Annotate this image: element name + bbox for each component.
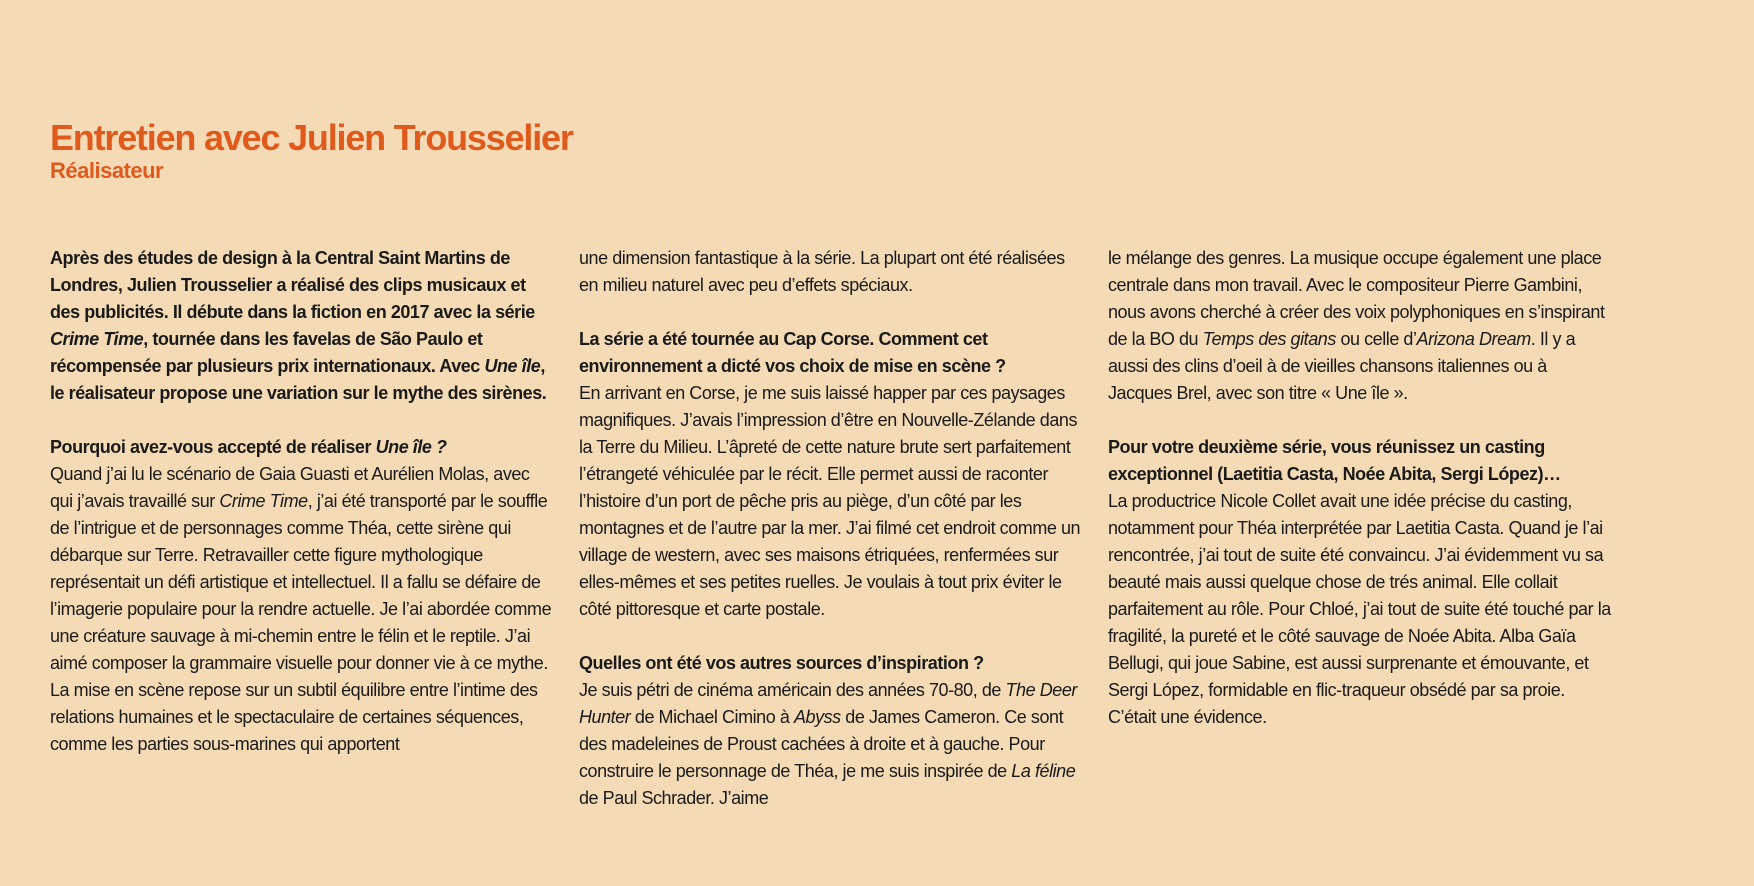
answer-text: de Paul Schrader. J’aime <box>579 788 769 808</box>
film-title: Temps des gitans <box>1202 329 1336 349</box>
question-2: La série a été tournée au Cap Corse. Comment cet environnement a dicté vos choix de mise en scène ? <box>579 329 1006 376</box>
question-4: Pour votre deuxième série, vous réunissez un casting exceptionnel (Laetitia Casta, Noée Abita, Sergi López)… <box>1108 437 1561 484</box>
question-1 <box>50 434 555 461</box>
intro-paragraph <box>50 245 555 407</box>
question-text: Pourquoi avez-vous accepté de réaliser <box>50 437 376 457</box>
question-3: Quelles ont été vos autres sources d’inspiration ? <box>579 653 984 673</box>
answer-text: de Michael Cimino à <box>630 707 794 727</box>
intro-text: Après des études de design à la Central Saint Martins de Londres, Julien Trousselier a réalisé des clips musicaux et des publicités. Il débute dans la fiction en 2017 avec la série <box>50 248 535 322</box>
article-subtitle: Réalisateur <box>50 158 164 183</box>
film-title: Arizona Dream <box>1416 329 1531 349</box>
answer-text: . Il y a aussi des clins d’oeil à de vieilles chansons italiennes ou à Jacques Brel, avec son titre « Une île ». <box>1108 329 1576 403</box>
answer-1 <box>50 461 555 758</box>
intro-title-une-ile: Une île <box>484 356 541 376</box>
answer-text: Je suis pétri de cinéma américain des années 70-80, de <box>579 680 1006 700</box>
answer-text: Quand j’ai lu le scénario de Gaia Guasti et Aurélien Molas, avec qui j’avais travaillé sur <box>50 464 530 511</box>
answer-text: ou celle d’ <box>1335 329 1417 349</box>
intro-text: , tournée dans les favelas de São Paulo et récompensée par plusieurs prix internationaux. Avec <box>50 329 485 376</box>
answer-1-continued: une dimension fantastique à la série. La plupart ont été réalisées en milieu naturel avec peu d’effets spéciaux. <box>579 248 1065 295</box>
film-title: The Deer Hunter <box>579 680 1077 727</box>
question-title: Une île ? <box>375 437 447 457</box>
column-2 <box>579 245 1084 812</box>
answer-2: En arrivant en Corse, je me suis laissé happer par ces paysages magnifiques. J’avais l’impression d’être en Nouvelle-Zélande dans la Terre du Milieu. L’âpreté de cette nature brute sert parfaitement l’étrangeté véhiculée par le récit. Elle permet aussi de raconter l’histoire d’un port de pêche pris au piège, d’un côté par les montagnes et de l’autre par la mer. J’ai filmé cet endroit comme un village de western, avec ses maisons étriquées, renfermées sur elles-mêmes et ses petites ruelles. Je voulais à tout prix éviter le côté pittoresque et carte postale. <box>579 383 1081 619</box>
article-header <box>50 118 750 184</box>
intro-title-crime-time: Crime Time <box>50 329 144 349</box>
answer-4: La productrice Nicole Collet avait une idée précise du casting, notamment pour Théa interprétée par Laetitia Casta. Quand je l’ai rencontrée, j’ai tout de suite été convaincu. J’ai évidemment vu sa beauté mais aussi quelque chose de trés animal. Elle collait parfaitement au rôle. Pour Chloé, j’ai tout de suite été touché par la fragilité, la pureté et le côté sauvage de Noée Abita. Alba Gaïa Bellugi, qui joue Sabine, est aussi surprenante et émouvante, et Sergi López, formidable en flic-traqueur obsédé par sa proie. C’était une évidence. <box>1108 491 1611 727</box>
answer-3 <box>579 677 1084 812</box>
film-title: La féline <box>1011 761 1076 781</box>
answer-3-continued <box>1108 245 1613 407</box>
film-title: Abyss <box>793 707 841 727</box>
article-title: Entretien avec Julien Trousselier <box>50 117 573 158</box>
answer-title-crime-time: Crime Time <box>219 491 308 511</box>
column-1 <box>50 245 555 758</box>
column-3 <box>1108 245 1613 731</box>
answer-text: de James Cameron. Ce sont des madeleines de Proust cachées à droite et à gauche. Pour construire le personnage de Théa, je me suis inspirée de <box>579 707 1064 781</box>
intro-text: , le réalisateur propose une variation sur le mythe des sirènes. <box>50 356 547 403</box>
answer-text: , j’ai été transporté par le souffle de l’intrigue et de personnages comme Théa, cette sirène qui débarque sur Terre. Retravailler cette figure mythologique représentait un défi artistique et intellectuel. Il a fallu se défaire de l’imagerie populaire pour la rendre actuelle. Je l’ai abordée comme une créature sauvage à mi-chemin entre le félin et le reptile. J’ai aimé composer la grammaire visuelle pour donner vie à ce mythe. La mise en scène repose sur un subtil équilibre entre l’intime des relations humaines et le spectaculaire de certaines séquences, comme les parties sous-marines qui apportent <box>50 491 552 754</box>
answer-text: le mélange des genres. La musique occupe également une place centrale dans mon travail. Avec le compositeur Pierre Gambini, nous avons cherché à créer des voix polyphoniques en s’inspirant de la BO du <box>1108 248 1605 349</box>
